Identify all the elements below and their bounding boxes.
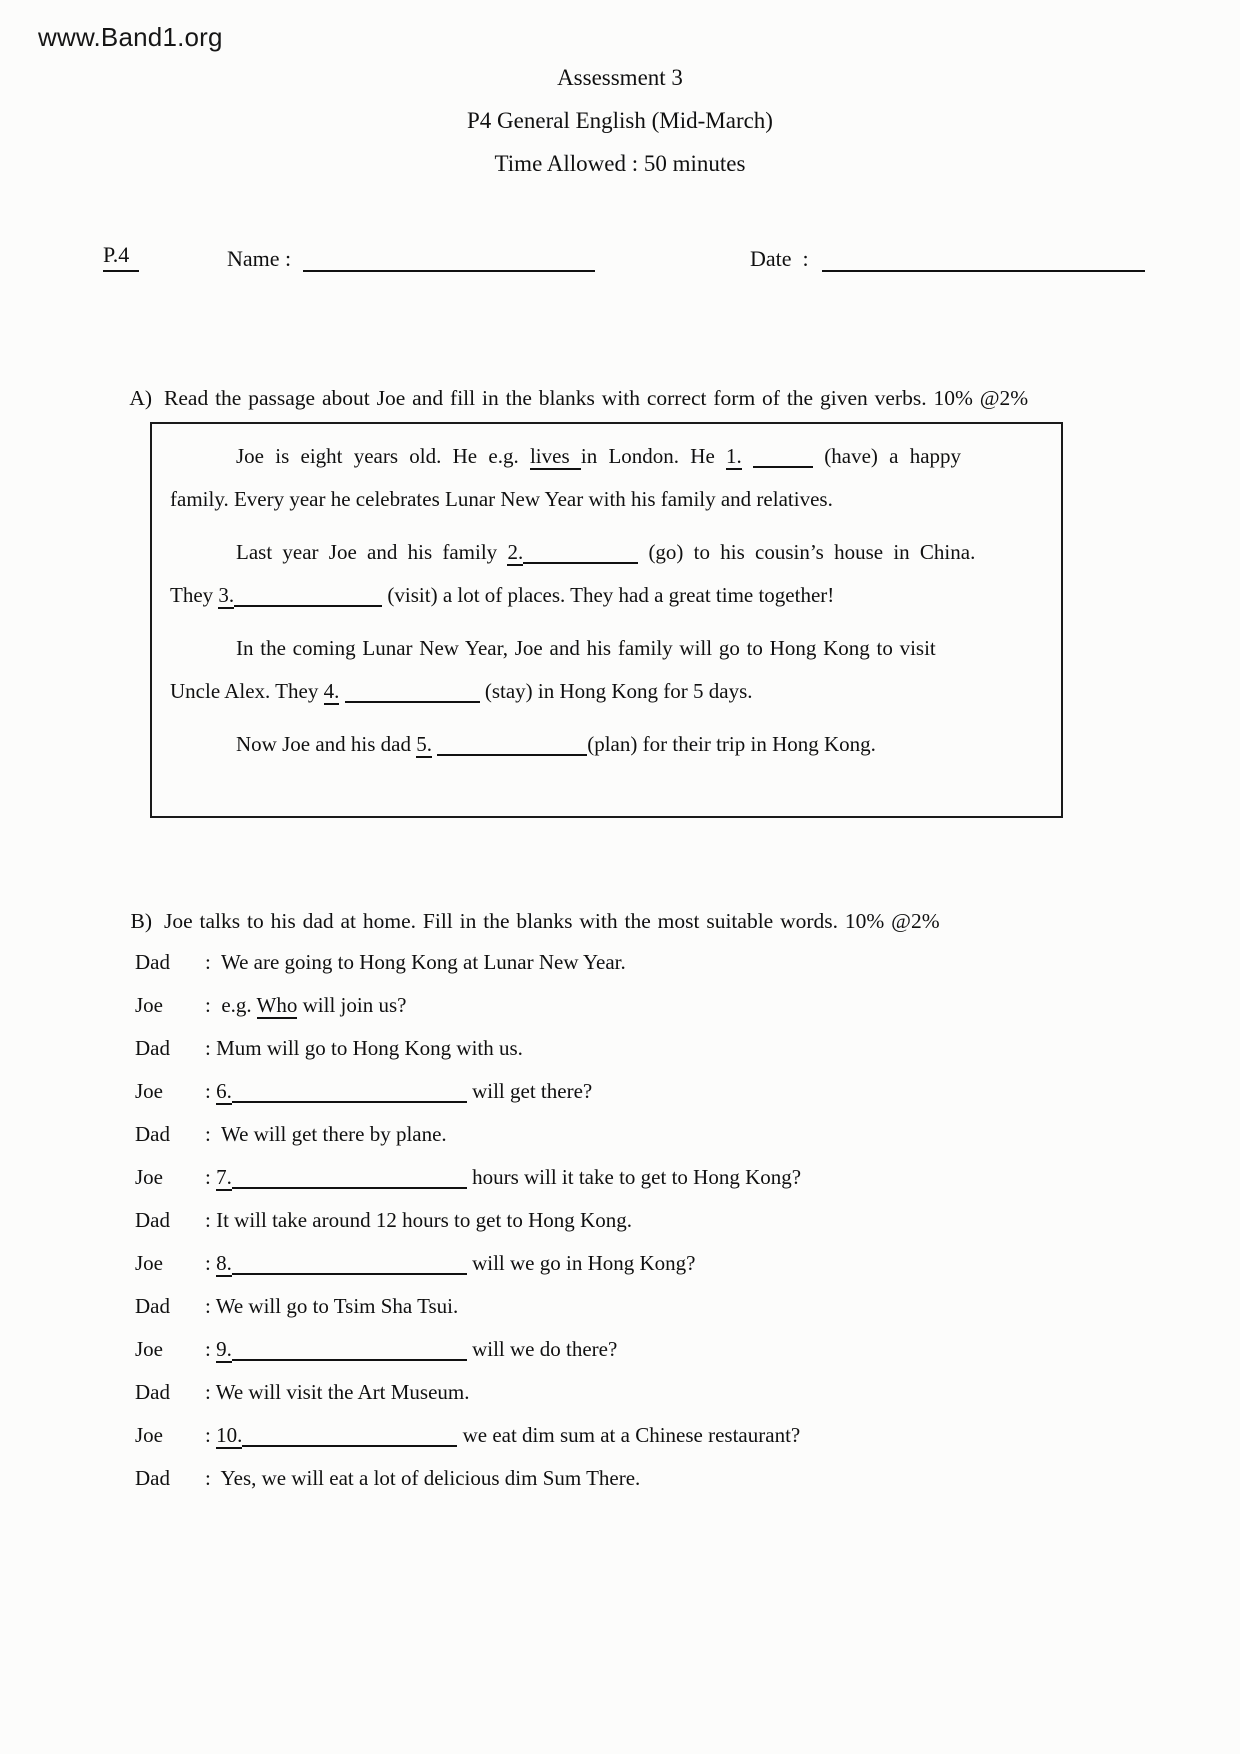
- dialogue-row: [135, 1242, 801, 1285]
- text-run: Now Joe and his dad: [236, 732, 417, 756]
- text-run: :: [205, 1251, 217, 1275]
- blank-number: 8.: [216, 1251, 232, 1275]
- dialogue-content: [205, 993, 406, 1019]
- passage-line: [170, 435, 1043, 478]
- text-run: family. Every year he celebrates Lunar New Year with his family and relatives.: [170, 487, 833, 511]
- blank-number: 1.: [726, 444, 742, 468]
- text-run: (visit) a lot of places. They had a great time together!: [382, 583, 835, 607]
- fill-in-blank: [232, 1271, 467, 1275]
- passage-paragraph: [170, 723, 1043, 766]
- section-b-instruction: Joe talks to his dad at home. Fill in the blanks with the most suitable words. 10% @2%: [164, 909, 940, 933]
- dialogue: [135, 941, 801, 1500]
- blank-number: 7.: [216, 1165, 232, 1189]
- blank-number: 9.: [216, 1337, 232, 1361]
- text-run: Uncle Alex. They: [170, 679, 324, 703]
- dialogue-speaker: Joe: [135, 1251, 163, 1275]
- time-allowed: Time Allowed : 50 minutes: [494, 151, 746, 176]
- dialogue-content: [205, 1380, 470, 1404]
- dialogue-row: [135, 1070, 801, 1113]
- section-a-label: A): [129, 386, 153, 410]
- text-run: will we do there?: [466, 1337, 618, 1361]
- dialogue-row: [135, 1156, 801, 1199]
- text-run: : Yes, we will eat a lot of delicious dim Sum There.: [205, 1466, 641, 1490]
- text-run: we eat dim sum at a Chinese restaurant?: [457, 1423, 801, 1447]
- dialogue-content: [205, 1294, 458, 1318]
- fill-in-blank: [523, 560, 638, 564]
- dialogue-speaker: Dad: [135, 1466, 170, 1490]
- dialogue-row: [135, 1027, 801, 1070]
- dialogue-speaker: Dad: [135, 1380, 170, 1404]
- fill-in-blank: [242, 1443, 457, 1447]
- passage-paragraph: [170, 435, 1043, 521]
- fill-in-blank: [753, 464, 813, 468]
- underlined-word: Who: [256, 993, 298, 1017]
- passage-line: [170, 723, 1043, 766]
- text-run: Joe is eight years old. He e.g.: [236, 444, 530, 468]
- text-run: will get there?: [466, 1079, 593, 1103]
- passage: [170, 435, 1043, 766]
- blank-number: 10.: [216, 1423, 243, 1447]
- text-run: :: [205, 1423, 217, 1447]
- passage-paragraph: [170, 531, 1043, 617]
- dialogue-row: [135, 1414, 801, 1457]
- assessment-title: Assessment 3: [557, 65, 683, 90]
- text-run: hours will it take to get to Hong Kong?: [466, 1165, 802, 1189]
- text-run: : Mum will go to Hong Kong with us.: [205, 1036, 523, 1060]
- name-label: Name :: [227, 246, 292, 271]
- watermark-text: www.Band1.org: [38, 22, 223, 52]
- date-write-line: [822, 270, 1145, 272]
- blank-number: 6.: [216, 1079, 232, 1103]
- text-run: (have) a happy: [813, 444, 962, 468]
- dialogue-content: [205, 1122, 447, 1146]
- subject-title: P4 General English (Mid-March): [467, 108, 773, 133]
- header-titles: [0, 66, 1240, 195]
- dialogue-speaker: Dad: [135, 1208, 170, 1232]
- text-run: :: [205, 1165, 217, 1189]
- blank-number: 4.: [323, 679, 340, 703]
- info-row: [0, 240, 1240, 274]
- dialogue-row: [135, 1457, 801, 1500]
- text-run: in London. He: [580, 444, 727, 468]
- dialogue-content: [205, 1208, 632, 1232]
- text-run: : We will go to Tsim Sha Tsui.: [205, 1294, 459, 1318]
- dialogue-row: [135, 984, 801, 1027]
- text-run: : We are going to Hong Kong at Lunar New Year.: [205, 950, 626, 974]
- dialogue-content: [205, 1165, 801, 1189]
- name-write-line: [303, 270, 595, 272]
- text-run: : We will get there by plane.: [205, 1122, 447, 1146]
- fill-in-blank: [437, 752, 587, 756]
- section-b-label: B): [130, 909, 152, 933]
- dialogue-content: [205, 1079, 592, 1103]
- text-run: will join us?: [297, 993, 407, 1017]
- blank-number: 5.: [416, 732, 432, 756]
- dialogue-content: [205, 950, 626, 974]
- text-run: will we go in Hong Kong?: [466, 1251, 696, 1275]
- text-run: They: [170, 583, 219, 607]
- dialogue-content: [205, 1423, 800, 1447]
- dialogue-row: [135, 941, 801, 984]
- dialogue-speaker: Joe: [135, 1165, 163, 1189]
- dialogue-content: [205, 1251, 696, 1275]
- dialogue-row: [135, 1199, 801, 1242]
- dialogue-speaker: Joe: [135, 1423, 163, 1447]
- class-level-label: P.4: [103, 242, 139, 272]
- dialogue-speaker: Joe: [135, 1079, 163, 1103]
- fill-in-blank: [234, 603, 382, 607]
- text-run: (go) to his cousin’s house in China.: [638, 540, 976, 564]
- dialogue-speaker: Joe: [135, 1337, 163, 1361]
- dialogue-speaker: Joe: [135, 993, 163, 1017]
- text-run: [742, 444, 753, 468]
- dialogue-row: [135, 1328, 801, 1371]
- dialogue-speaker: Dad: [135, 1294, 170, 1318]
- fill-in-blank: [232, 1357, 467, 1361]
- dialogue-speaker: Dad: [135, 1036, 170, 1060]
- passage-line: [170, 574, 1043, 617]
- passage-line: [170, 478, 1043, 521]
- text-run: (stay) in Hong Kong for 5 days.: [479, 679, 753, 703]
- dialogue-row: [135, 1371, 801, 1414]
- text-run: : e.g.: [205, 993, 257, 1017]
- dialogue-content: [205, 1337, 617, 1361]
- text-run: :: [205, 1079, 217, 1103]
- date-label: Date :: [750, 246, 809, 271]
- text-run: :: [205, 1337, 217, 1361]
- blank-number: 3.: [218, 583, 235, 607]
- dialogue-row: [135, 1285, 801, 1328]
- passage-box: [150, 422, 1063, 818]
- fill-in-blank: [232, 1185, 467, 1189]
- dialogue-speaker: Dad: [135, 950, 170, 974]
- dialogue-content: [205, 1466, 640, 1490]
- dialogue-row: [135, 1113, 801, 1156]
- passage-line: [170, 531, 1043, 574]
- fill-in-blank: [232, 1099, 467, 1103]
- text-run: Last year Joe and his family: [236, 540, 508, 564]
- passage-line: [170, 670, 1043, 713]
- dialogue-speaker: Dad: [135, 1122, 170, 1146]
- text-run: : It will take around 12 hours to get to Hong Kong.: [205, 1208, 632, 1232]
- blank-number: 2.: [507, 540, 524, 564]
- text-run: (plan) for their trip in Hong Kong.: [587, 732, 876, 756]
- fill-in-blank: [345, 699, 480, 703]
- underlined-word: lives: [529, 444, 581, 468]
- passage-paragraph: [170, 627, 1043, 713]
- passage-line: [170, 627, 1043, 670]
- dialogue-content: [205, 1036, 523, 1060]
- text-run: : We will visit the Art Museum.: [205, 1380, 470, 1404]
- section-a-instruction: Read the passage about Joe and fill in the blanks with correct form of the given verbs. 10% @2%: [164, 386, 1029, 410]
- text-run: In the coming Lunar New Year, Joe and his family will go to Hong Kong to visit: [236, 636, 936, 660]
